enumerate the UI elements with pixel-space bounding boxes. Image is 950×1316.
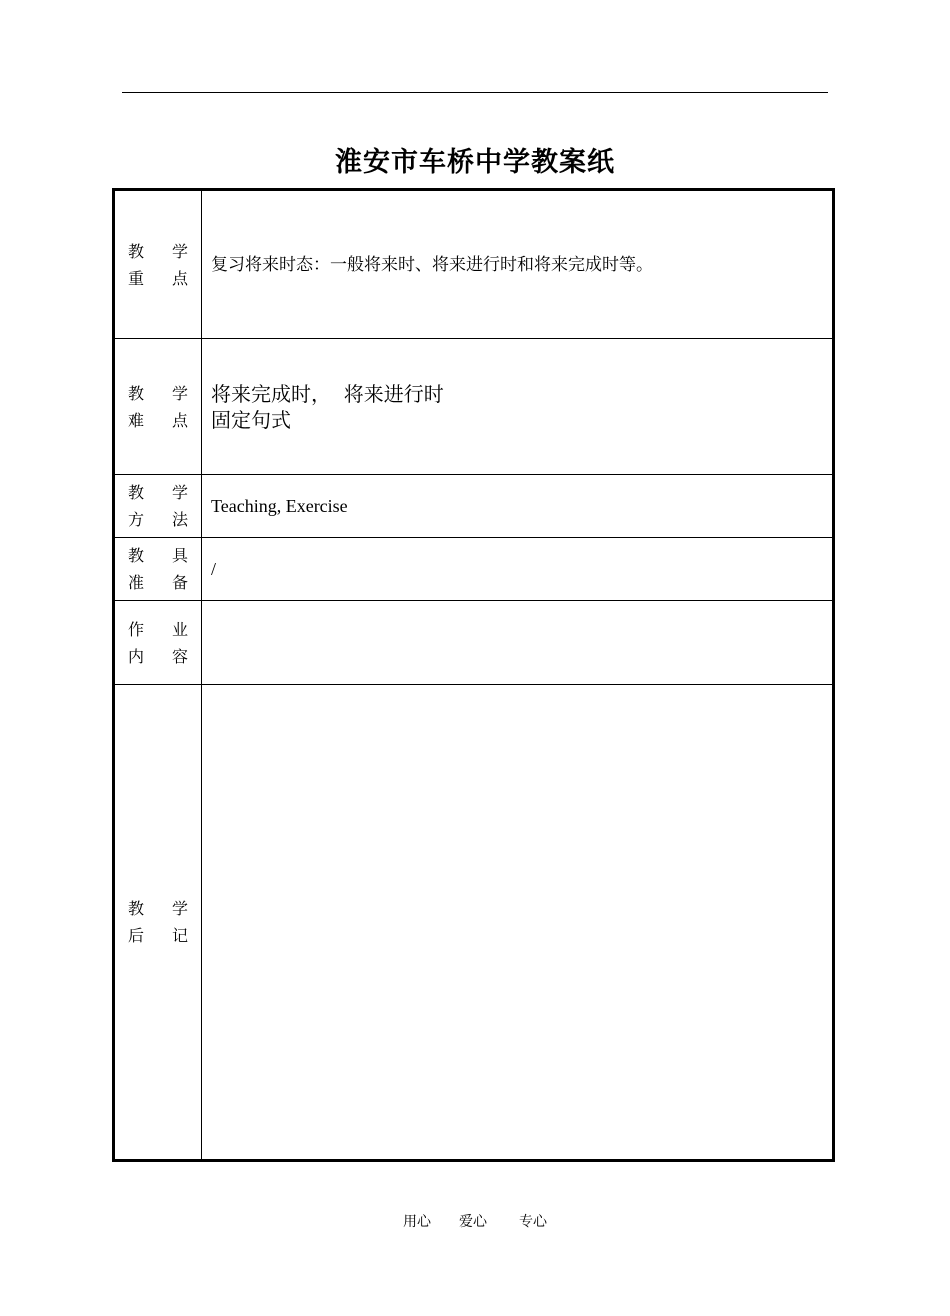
- label-char: 点: [171, 410, 188, 430]
- label-char: 后: [128, 926, 145, 945]
- label-char: 学: [171, 241, 188, 261]
- label-char: 学: [171, 383, 188, 403]
- label-cell-teaching-aids: [114, 538, 202, 601]
- label-cell-postscript: [114, 685, 202, 1161]
- label-char: 教: [128, 899, 145, 918]
- content-cell-homework: [202, 601, 834, 685]
- content-cell-teaching-method: [202, 475, 834, 538]
- label-char: 重: [128, 268, 145, 288]
- label-char: 学: [171, 899, 188, 918]
- difficult-points-line-2: 固定句式: [211, 407, 291, 432]
- label-char: 教: [128, 546, 145, 565]
- content-cell-difficult-points: [202, 339, 834, 475]
- document-title: 淮安市车桥中学教案纸: [335, 147, 615, 178]
- page-footer: [0, 1212, 950, 1232]
- label-cell-homework: [114, 601, 202, 685]
- label-char: 难: [128, 410, 145, 430]
- row-homework: [114, 601, 834, 685]
- label-cell-teaching-method: [114, 475, 202, 538]
- label-char: 业: [171, 619, 188, 639]
- content-cell-postscript: [202, 685, 834, 1161]
- label-cell-difficult-points: [114, 339, 202, 475]
- footer-item: 爱心: [459, 1214, 487, 1230]
- teaching-method-text: Teaching, Exercise: [211, 495, 348, 516]
- label-char: 教: [128, 241, 145, 261]
- label-char: 点: [171, 268, 188, 288]
- label-char: 容: [171, 646, 188, 666]
- row-key-points: [114, 190, 834, 339]
- difficult-points-line-1: 将来完成时， 将来进行时: [211, 381, 444, 406]
- teaching-aids-text: /: [211, 558, 217, 579]
- label-char: 作: [128, 619, 145, 639]
- row-teaching-aids: [114, 538, 834, 601]
- label-cell-key-points: [114, 190, 202, 339]
- footer-item: 用心: [403, 1214, 431, 1230]
- content-cell-key-points: [202, 190, 834, 339]
- key-points-text: 复习将来时态：一般将来时、将来进行时和将来完成时等。: [211, 254, 653, 275]
- row-postscript: [114, 685, 834, 1161]
- row-difficult-points: [114, 339, 834, 475]
- label-char: 法: [171, 510, 188, 529]
- row-teaching-method: [114, 475, 834, 538]
- label-char: 教: [128, 383, 145, 403]
- label-char: 学: [171, 483, 188, 502]
- lesson-plan-table: [112, 188, 835, 1162]
- label-char: 备: [171, 573, 188, 592]
- label-char: 记: [171, 926, 188, 945]
- footer-item: 专心: [519, 1214, 547, 1230]
- label-char: 内: [128, 646, 145, 666]
- header-rule: [122, 92, 828, 93]
- label-char: 教: [128, 483, 145, 502]
- label-char: 具: [171, 546, 188, 565]
- content-cell-teaching-aids: [202, 538, 834, 601]
- label-char: 准: [128, 573, 145, 592]
- label-char: 方: [128, 510, 145, 529]
